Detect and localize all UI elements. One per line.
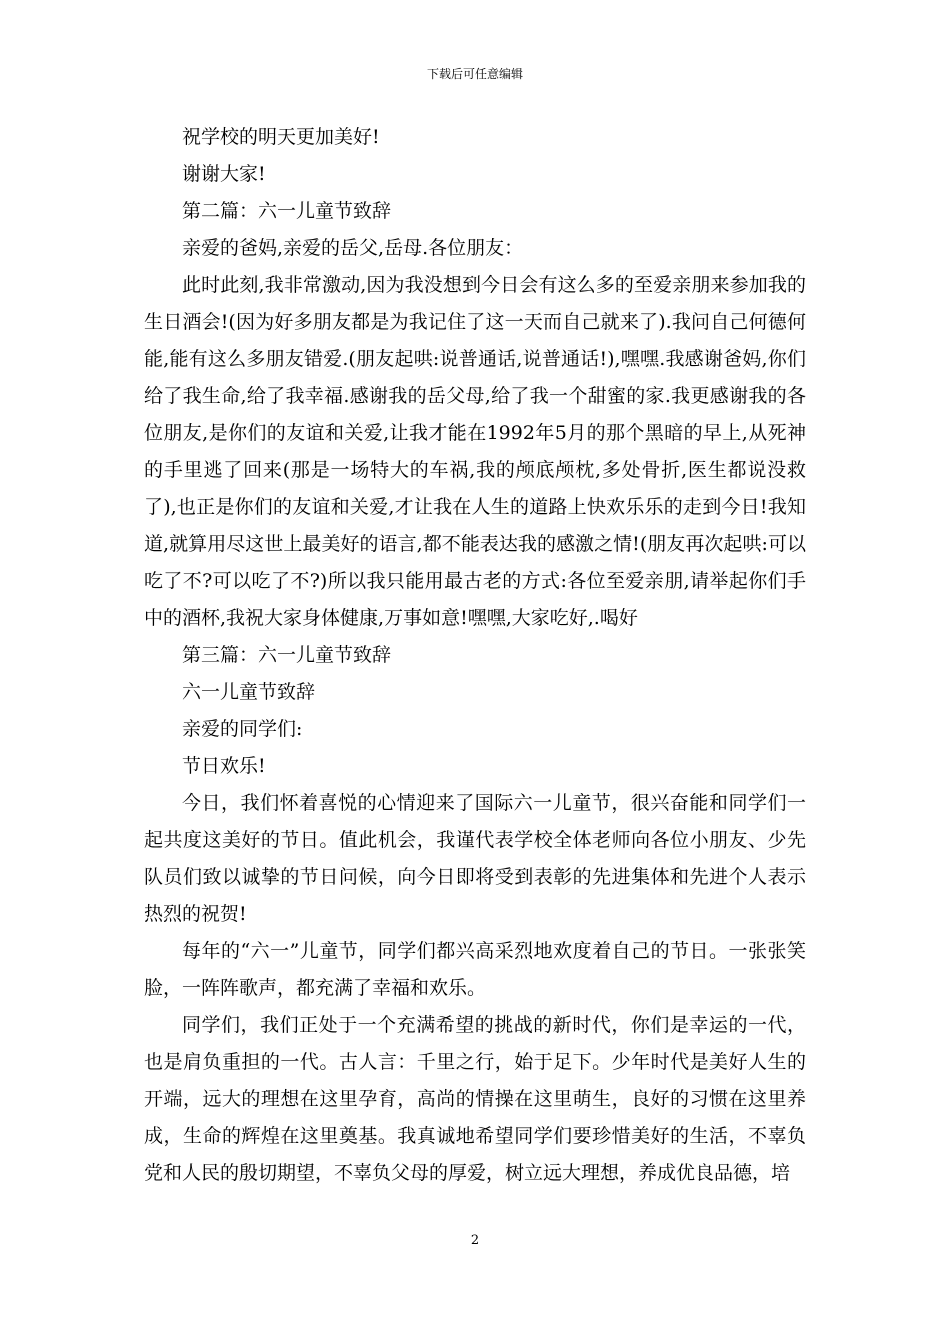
section-heading: 第三篇：六一儿童节致辞 xyxy=(182,644,392,666)
paragraph: 此时此刻,我非常激动,因为我没想到今日会有这么多的至爱亲朋来参加我的生日酒会!(因为好多朋友都是为我记住了这一天而自己就来了).我问自己何德何能,能有这么多朋友错爱.(朋友起哄:说普通话,说普通话!),嘿嘿.我感谢爸妈,你们给了我生命,给了我幸福.感谢我的岳父母,给了我一个甜蜜的家.我更感谢我的各位朋友,是你们的友谊和关爱,让我才能在1992年5月的那个黑暗的早上,从死神的手里逃了回来(那是一场特大的车祸,我的颅底颅枕,多处骨折,医生都说没救了),也正是你们的友谊和关爱,才让我在人生的道路上快欢乐乐的走到今日!我知道,就算用尽这世上最美好的语言,都不能表达我的感激之情!(朋友再次起哄:可以吃了不?可以吃了不?)所以我只能用最古老的方式:各位至爱亲朋,请举起你们手中的酒杯,我祝大家身体健康,万事如意!嘿嘿,大家吃好,.喝好 xyxy=(144,274,806,629)
document-body xyxy=(144,119,806,1192)
paragraph: 六一儿童节致辞 xyxy=(182,681,316,703)
paragraph: 每年的“六一”儿童节，同学们都兴高采烈地欢度着自己的节日。一张张笑脸，一阵阵歌声，都充满了幸福和欢乐。 xyxy=(144,940,806,999)
paragraph: 同学们，我们正处于一个充满希望的挑战的新时代，你们是幸运的一代，也是肩负重担的一代。古人言：千里之行，始于足下。少年时代是美好人生的开端，远大的理想在这里孕育，高尚的情操在这里萌生，良好的习惯在这里养成，生命的辉煌在这里奠基。我真诚地希望同学们要珍惜美好的生活，不辜负党和人民的殷切期望，不辜负父母的厚爱，树立远大理想，养成优良品德，培 xyxy=(144,1014,806,1184)
paragraph: 亲爱的爸妈,亲爱的岳父,岳母.各位朋友： xyxy=(182,237,524,259)
paragraph: 祝学校的明天更加美好! xyxy=(182,126,380,148)
paragraph: 谢谢大家! xyxy=(182,163,266,185)
page-number: 2 xyxy=(470,1233,480,1248)
paragraph: 今日，我们怀着喜悦的心情迎来了国际六一儿童节，很兴奋能和同学们一起共度这美好的节日。值此机会，我谨代表学校全体老师向各位小朋友、少先队员们致以诚挚的节日问候，向今日即将受到表彰的先进集体和先进个人表示热烈的祝贺! xyxy=(144,792,806,925)
section-heading: 第二篇：六一儿童节致辞 xyxy=(182,200,392,222)
paragraph: 亲爱的同学们: xyxy=(182,718,303,740)
page-header: 下载后可任意编辑 xyxy=(426,67,523,81)
paragraph: 节日欢乐! xyxy=(182,755,266,777)
